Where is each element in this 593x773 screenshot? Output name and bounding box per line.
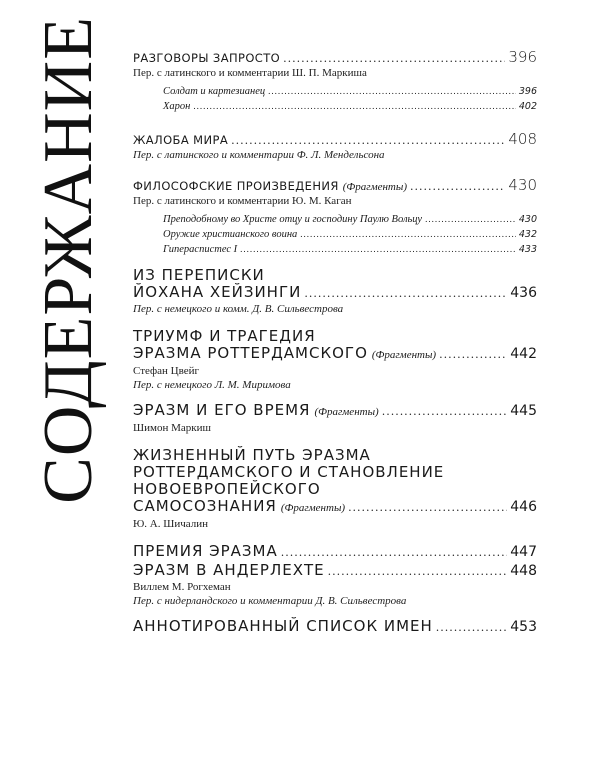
subitem-page: 402 [518,101,537,112]
subitem-page: 396 [518,86,537,97]
subitem-title: Преподобному во Христе отцу и господину Паулю Вольцу [163,214,423,225]
leader-dots [348,499,507,516]
entry-credit: Пер. с латинского и комментарии Ю. М. Каган [133,195,352,207]
toc-entry[interactable] [133,447,537,531]
subitems [163,84,537,114]
entry-page: 448 [510,563,537,579]
entry-title-line: ЖИЗНЕННЫЙ ПУТЬ ЭРАЗМА [133,446,371,464]
subitem[interactable] [163,84,537,99]
entry-title: ЖАЛОБА МИРА [133,133,229,147]
entry-page: 453 [510,619,537,635]
subitem-page: 432 [518,229,537,240]
leader-dots [193,99,515,113]
subitem-title: Гипераспистес I [163,244,238,255]
entry-credit: Пер. с латинского и комментарии Ф. Л. Мендельсона [133,149,385,161]
entry-page: 445 [510,403,537,419]
entry-title: РАЗГОВОРЫ ЗАПРОСТО [133,51,281,65]
subitem-title: Оружие христианского воина [163,229,298,240]
entry-title: ЭРАЗМА РОТТЕРДАМСКОГО [133,344,368,362]
entry-page: 446 [510,499,537,515]
entry-author: Стефан Цвейг [133,365,200,377]
toc-entry[interactable] [133,402,537,435]
entry-title: АННОТИРОВАННЫЙ СПИСОК ИМЕН [133,617,433,635]
toc-entry[interactable] [133,328,537,392]
subitem-page: 430 [518,214,537,225]
entry-note: (Фрагменты) [342,181,407,193]
entry-page: 436 [510,285,537,301]
entry-author: Шимон Маркиш [133,422,211,434]
side-title [30,16,107,504]
leader-dots [436,619,507,636]
entry-title: ЙОХАНА ХЕЙЗИНГИ [133,283,302,301]
subitem[interactable] [163,227,537,242]
leader-dots [382,403,508,420]
entry-title-line: НОВОЕВРОПЕЙСКОГО [133,480,321,498]
leader-dots [425,212,516,226]
entry-page: 430 [508,176,537,194]
subitem[interactable] [163,242,537,257]
leader-dots [240,242,516,256]
leader-dots [283,52,505,65]
entry-note: (Фрагменты) [314,406,379,418]
toc-entry[interactable] [133,543,537,561]
entry-credit: Пер. с латинского и комментарии Ш. П. Маркиша [133,67,367,79]
entry-title: ФИЛОСОФСКИЕ ПРОИЗВЕДЕНИЯ [133,179,339,193]
leader-dots [328,563,508,580]
entry-title: САМОСОЗНАНИЯ [133,497,277,515]
entry-title: ЭРАЗМ И ЕГО ВРЕМЯ [133,401,311,419]
leader-dots [300,227,516,241]
entry-credit: Пер. с немецкого и комм. Д. В. Сильвестрова [133,303,344,315]
subitem-title: Солдат и картезианец [163,86,266,97]
entry-title-line: ИЗ ПЕРЕПИСКИ [133,266,265,284]
entry-title: ЭРАЗМ В АНДЕРЛЕХТЕ [133,561,325,579]
entry-note: (Фрагменты) [280,502,346,514]
entry-title-line: ТРИУМФ И ТРАГЕДИЯ [133,327,316,345]
subitems [163,212,537,257]
leader-dots [410,180,505,193]
leader-dots [268,84,516,98]
subitem[interactable] [163,99,537,114]
subitem-page: 433 [518,244,537,255]
toc-entry[interactable] [133,618,537,636]
toc-entry[interactable] [133,130,537,162]
toc-entry[interactable] [133,48,537,114]
entry-credit: Пер. с немецкого Л. М. Миримова [133,379,291,391]
leader-dots [281,544,508,561]
entry-title-line: РОТТЕРДАМСКОГО И СТАНОВЛЕНИЕ [133,463,445,481]
table-of-contents [133,44,537,636]
entry-title: ПРЕМИЯ ЭРАЗМА [133,542,278,560]
subitem-title: Харон [163,101,191,112]
toc-entry[interactable] [133,267,537,316]
entry-author: Виллем М. Рогхеман [133,581,231,593]
leader-dots [304,285,507,302]
subitem[interactable] [163,212,537,227]
side-title-text: СОДЕРЖАНИЕ [30,16,107,504]
toc-entry[interactable] [133,176,537,257]
leader-dots [231,134,505,147]
toc-entry[interactable] [133,562,537,608]
leader-dots [439,346,507,363]
entry-credit: Пер. с нидерландского и комментарии Д. В. Сильвестрова [133,595,407,607]
entry-page: 396 [508,48,537,66]
entry-page: 442 [510,346,537,362]
entry-page: 408 [508,130,537,148]
entry-author: Ю. А. Шичалин [133,518,209,530]
entry-page: 447 [510,544,537,560]
entry-note: (Фрагменты) [371,349,437,361]
